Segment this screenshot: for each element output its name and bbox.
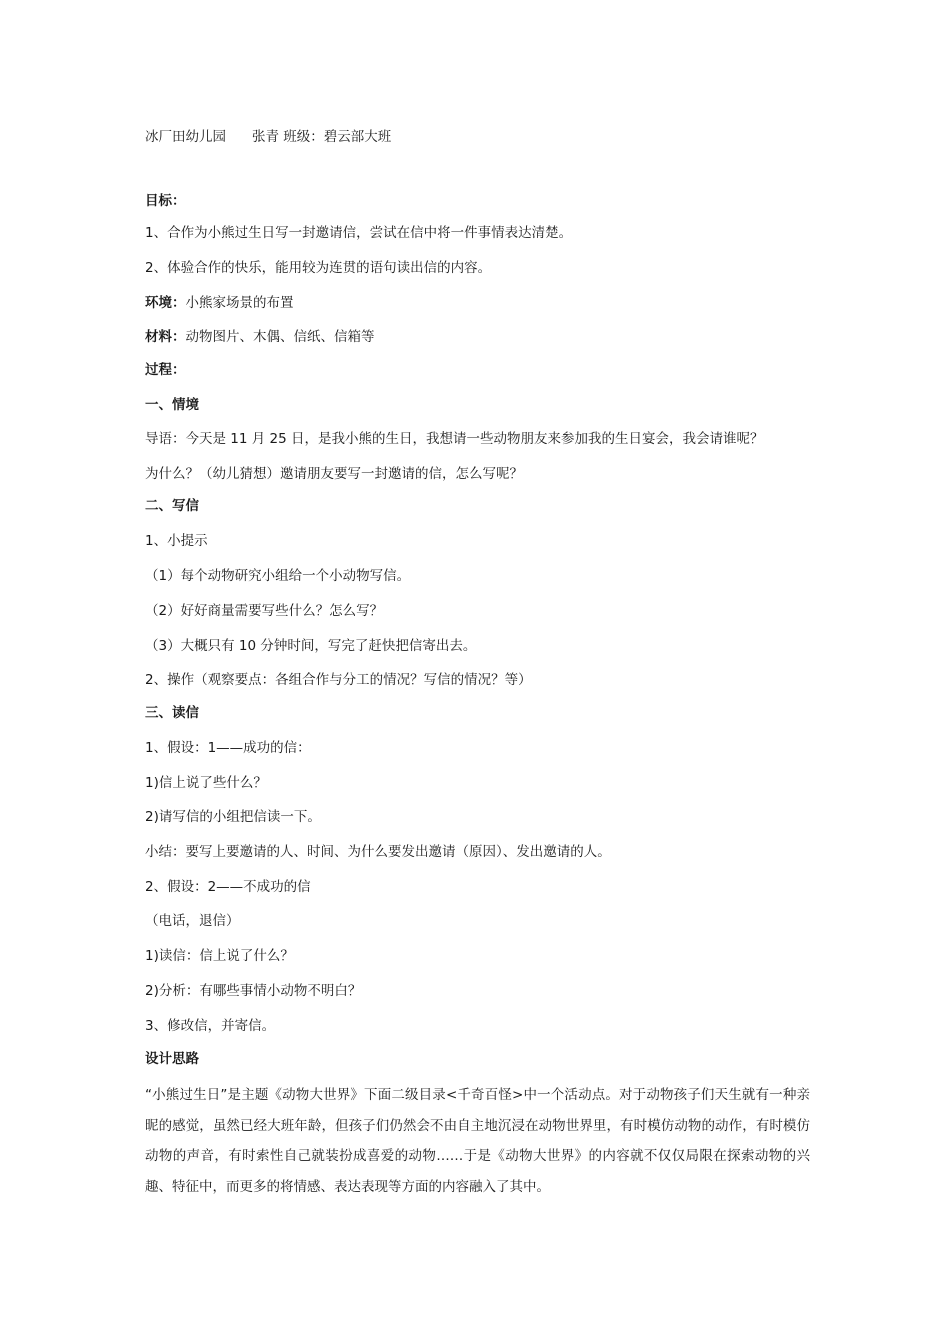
hypothesis-1-question-2: 2)请写信的小组把信读一下。 [145, 809, 321, 825]
section2-heading: 二、写信 [145, 498, 199, 514]
teacher-class: 张青 班级：碧云部大班 [252, 129, 392, 145]
process-heading: 过程： [145, 362, 186, 378]
document-page [145, 0, 815, 1344]
materials-line [145, 328, 375, 346]
tip-1: （1）每个动物研究小组给一个小动物写信。 [145, 568, 411, 584]
step-3: 3、修改信，并寄信。 [145, 1018, 276, 1034]
environment-text: 小熊家场景的布置 [185, 295, 294, 311]
design-paragraph: “小熊过生日”是主题《动物大世界》下面二级目录<千奇百怪>中一个活动点。对于动物孩子们天生就有一种亲昵的感觉，虽然已经大班年龄，但孩子们仍然会不由自主地沉浸在动物世界里，有时模仿动物的动作，有时模仿动物的声音，有时索性自己就装扮成喜爱的动物……于是《动物大世界》的内容就不仅仅局限在探索动物的兴趣、特征中，而更多的将情感、表达表现等方面的内容融入了其中。 [145, 1087, 810, 1195]
goal-item-2: 2、体验合作的快乐，能用较为连贯的语句读出信的内容。 [145, 260, 492, 276]
section1-line-1: 导语：今天是 11 月 25 日，是我小熊的生日，我想请一些动物朋友来参加我的生日宴会，我会请谁呢？ [145, 431, 764, 447]
goals-heading: 目标： [145, 193, 186, 209]
hypothesis-2-question-1: 1)读信：信上说了什么？ [145, 948, 294, 964]
goal-item-1: 1、合作为小熊过生日写一封邀请信，尝试在信中将一件事情表达清楚。 [145, 225, 573, 241]
tips-title: 1、小提示 [145, 533, 208, 549]
tip-3: （3）大概只有 10 分钟时间，写完了赶快把信寄出去。 [145, 638, 477, 654]
materials-text: 动物图片、木偶、信纸、信箱等 [185, 329, 375, 345]
hypothesis-1-question-1: 1)信上说了些什么？ [145, 775, 267, 791]
section3-heading: 三、读信 [145, 705, 199, 721]
hypothesis-2: 2、假设：2——不成功的信 [145, 879, 311, 895]
operation-line: 2、操作（观察要点：各组合作与分工的情况？写信的情况？等） [145, 672, 532, 688]
summary-line: 小结：要写上要邀请的人、时间、为什么要发出邀请（原因）、发出邀请的人。 [145, 844, 611, 860]
hypothesis-2-question-2: 2)分析：有哪些事情小动物不明白？ [145, 983, 362, 999]
school-name: 冰厂田幼儿园 [145, 129, 226, 145]
environment-line [145, 294, 294, 312]
materials-label: 材料： [145, 329, 186, 345]
hypothesis-2-note: （电话，退信） [145, 913, 240, 929]
section1-heading: 一、情境 [145, 397, 199, 413]
section1-line-2: 为什么？（幼儿猜想）邀请朋友要写一封邀请的信，怎么写呢？ [145, 466, 523, 482]
design-heading: 设计思路 [145, 1051, 199, 1067]
tip-2: （2）好好商量需要写些什么？怎么写？ [145, 603, 384, 619]
header-line [145, 128, 391, 146]
hypothesis-1: 1、假设：1——成功的信： [145, 740, 311, 756]
environment-label: 环境： [145, 295, 186, 311]
